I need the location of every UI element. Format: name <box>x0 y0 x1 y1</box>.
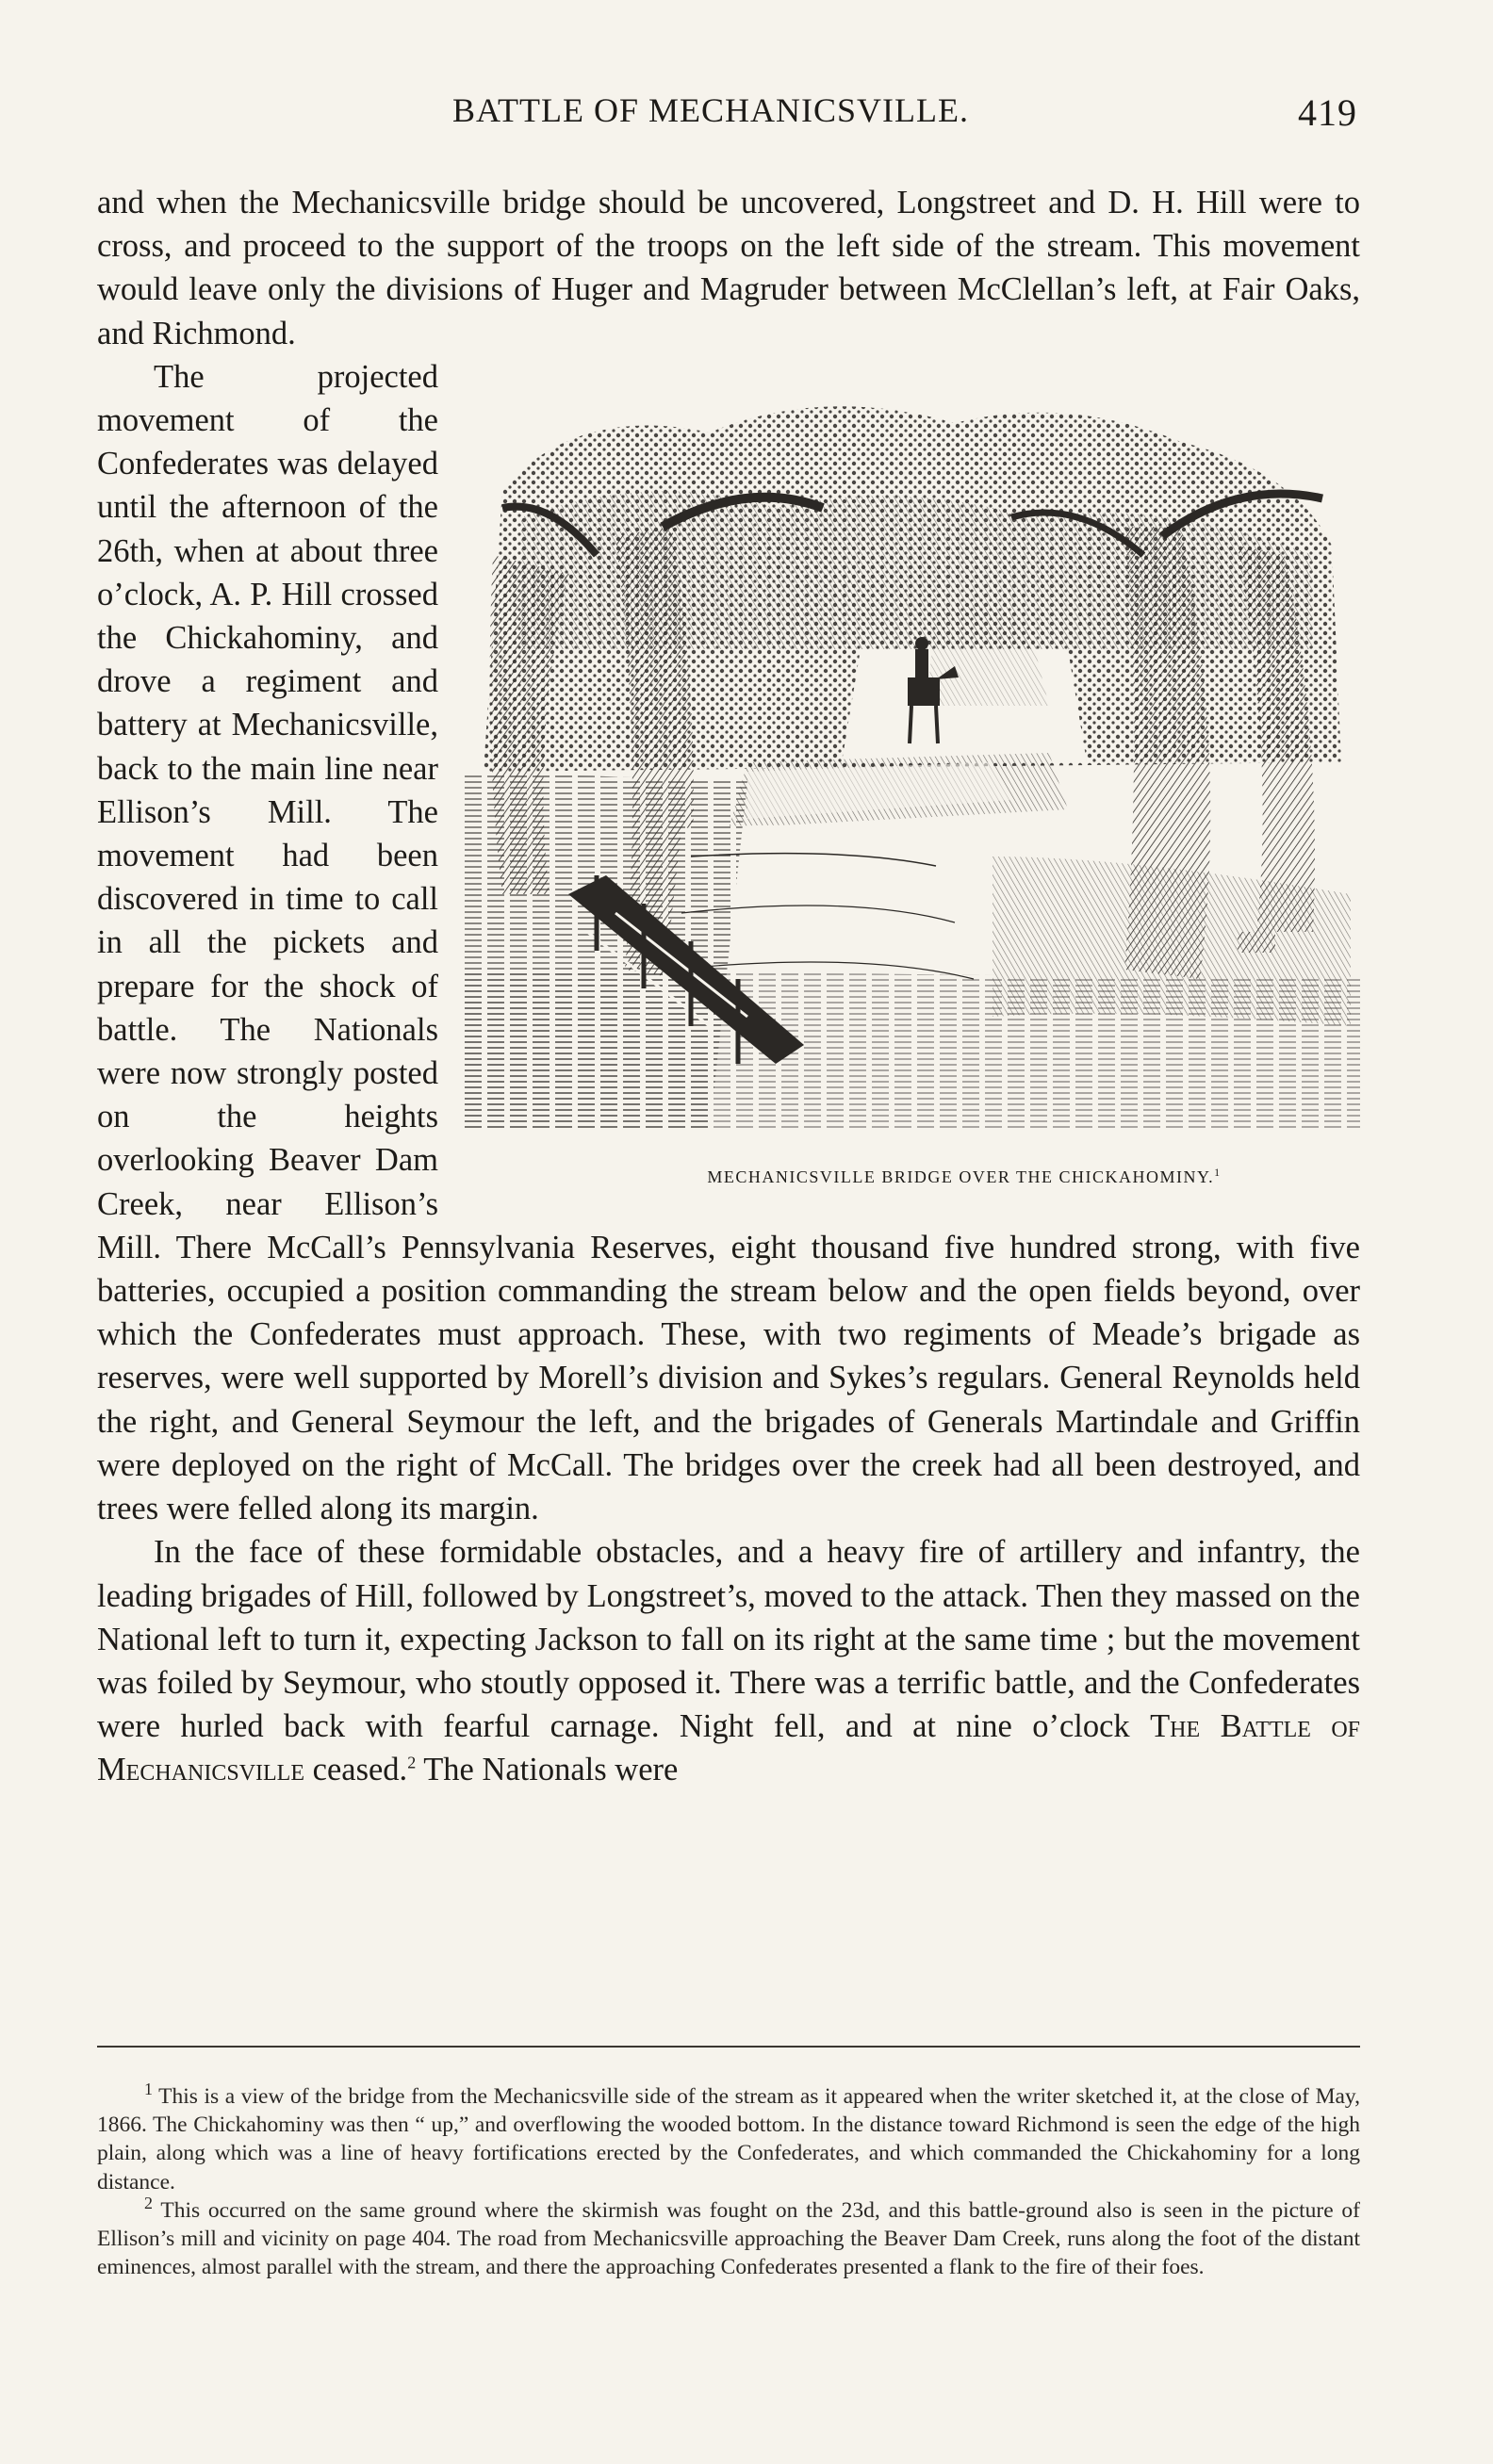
paragraph-2-text: The projected movement of the Confederates was delayed until the afternoon of the 26th, when at about three o’clock, A. P. Hill crossed the Chickahominy, and drove a regiment and battery at Mechanicsville, back to the main line near Ellison’s Mill. The movement had been discovered in time to call in all the pickets and prepare for the shock of battle. The Nationals were now strongly posted on the heights overlooking Beaver Dam Creek, near Ellison’s Mill. There McCall’s Pennsylvania Reserves, eight thousand five hundred strong, with five batteries, occupied a position commanding the stream below and the open fields beyond, over which the Confederates must approach. These, with two regiments of Meade’s brigade as reserves, were well supported by Morell’s division and Sykes’s regulars. General Reynolds held the right, and General Seymour the left, and the brigades of Generals Martindale and Griffin were deployed on the right of McCall. The bridges over the creek had all been destroyed, and trees were felled along its margin. <box>97 358 1360 1527</box>
caption-footnote-ref: 1 <box>1214 1165 1222 1179</box>
battle-name-smallcaps: The Battle of Mechanicsville <box>97 1708 1361 1788</box>
footnotes <box>97 2082 1360 2281</box>
running-head <box>94 90 1357 147</box>
paragraph-3-end: The Nationals were <box>416 1752 679 1788</box>
running-title: BATTLE OF MECHANICSVILLE. <box>452 91 969 129</box>
paragraph-3 <box>97 1530 1360 1791</box>
footnote-1-mark: 1 <box>144 2080 153 2099</box>
footnote-1-text: This is a view of the bridge from the Mechanicsville side of the stream as it appeared when the writer sketched it, at the close of May, 1866. The Chickahominy was then “ up,” and overflowing the wooded bottom. In the distance toward Richmond is seen the edge of the high plain, along which was a line of heavy fortifications erected by the Confederates, and which commanded the Chickahominy for a long distance. <box>97 2084 1360 2195</box>
body-text <box>97 181 1360 1792</box>
paragraph-3-start: In the face of these formidable obstacles, and a heavy fire of artillery and infantry, the leading brigades of Hill, followed by Longstreet’s, moved to the attack. Then they massed on the National left to turn it, expecting Jackson to fall on its right at the same time ; but the movement was foiled by Seymour, who stoutly opposed it. There was a terrific battle, and the Confederates were hurled back with fearful carnage. Night fell, and at nine o’clock <box>97 1534 1360 1745</box>
paragraph-3-mid: ceased. <box>304 1752 408 1788</box>
footnote-2-text: This occurred on the same ground where the skirmish was fought on the 23d, and this battle-ground also is seen in the picture of Ellison’s mill and vicinity on page 404. The road from Mechanicsville approaching the Beaver Dam Creek, runs along the foot of the distant eminences, almost parallel with the stream, and there the approaching Confederates presented a flank to the fire of their foes. <box>97 2197 1360 2280</box>
engraving-figure <box>465 367 1360 1215</box>
footnote-2-mark: 2 <box>144 2193 153 2212</box>
footnote-ref-2: 2 <box>407 1753 417 1772</box>
footnote-2 <box>97 2193 1360 2282</box>
bridge-engraving-illustration <box>465 367 1360 1130</box>
paragraph-2 <box>97 355 1360 1530</box>
paragraph-1: and when the Mechanicsville bridge should be uncovered, Longstreet and D. H. Hill were to cross, and proceed to the support of the troops on the left side of the stream. This movement would leave only the divisions of Huger and Magruder between McClellan’s left, at Fair Oaks, and Richmond. <box>97 185 1360 351</box>
footnote-1 <box>97 2082 1360 2196</box>
figure-caption <box>559 1161 1313 1188</box>
footnote-divider <box>97 2046 1360 2048</box>
page-number: 419 <box>1298 91 1357 134</box>
caption-text: MECHANICSVILLE BRIDGE OVER THE CHICKAHOMINY. <box>707 1167 1215 1186</box>
